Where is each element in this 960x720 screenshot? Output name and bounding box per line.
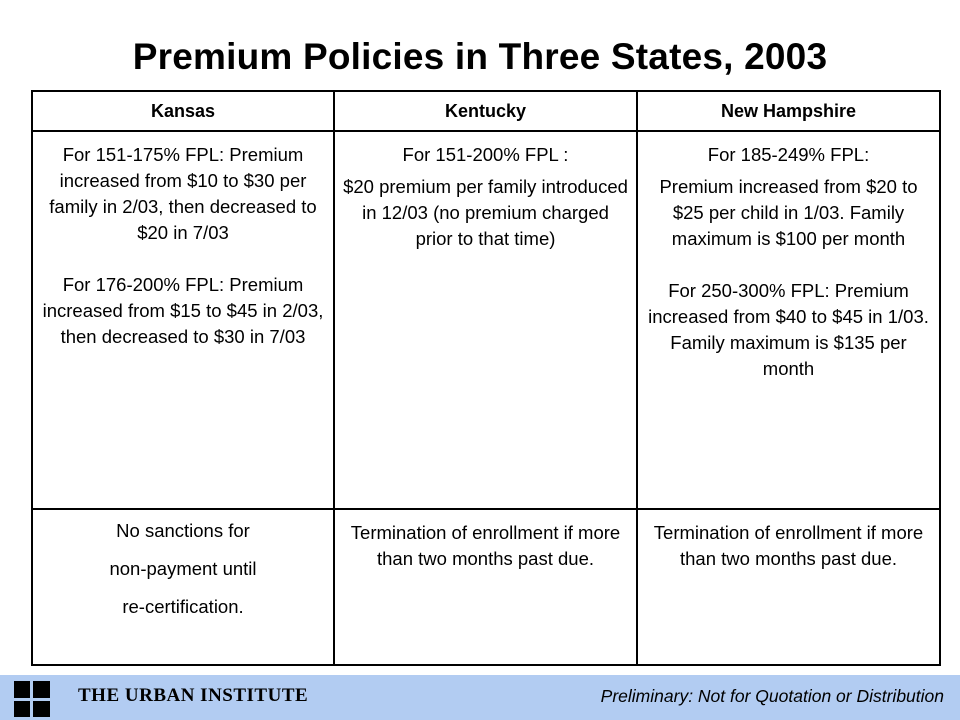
cell-kansas-premiums xyxy=(32,131,334,509)
cell-text: re-certification. xyxy=(122,596,244,617)
cell-kansas-sanctions xyxy=(32,509,334,665)
table-header-row xyxy=(32,91,940,131)
cell-text: Termination of enrollment if more than two months past due. xyxy=(350,522,621,569)
cell-kentucky-sanctions xyxy=(334,509,637,665)
cell-text: Termination of enrollment if more than two months past due. xyxy=(653,522,924,569)
policy-table xyxy=(31,90,941,666)
cell-text: No sanctions for xyxy=(116,520,250,541)
column-header-new-hampshire: New Hampshire xyxy=(637,91,940,131)
page-title: Premium Policies in Three States, 2003 xyxy=(132,36,828,77)
cell-kentucky-premiums xyxy=(334,131,637,509)
distribution-note: Preliminary: Not for Quotation or Distribution xyxy=(600,686,944,706)
footer-bar xyxy=(0,675,960,720)
cell-text: For 185-249% FPL: xyxy=(707,144,870,165)
table-row-sanctions xyxy=(32,509,940,665)
cell-text: Premium increased from $20 to $25 per child in 1/03. Family maximum is $100 per month xyxy=(659,176,918,249)
cell-new-hampshire-sanctions xyxy=(637,509,940,665)
cell-text: For 176-200% FPL: Premium increased from $15 to $45 in 2/03, then decreased to $30 in 7/03 xyxy=(42,274,324,347)
cell-text: For 250-300% FPL: Premium increased from $40 to $45 in 1/03. Family maximum is $135 per month xyxy=(648,280,929,379)
column-header-kentucky: Kentucky xyxy=(334,91,637,131)
cell-new-hampshire-premiums xyxy=(637,131,940,509)
cell-text: For 151-175% FPL: Premium increased from $10 to $30 per family in 2/03, then decreased to $20 in 7/03 xyxy=(49,144,317,243)
urban-institute-logo-icon xyxy=(14,681,50,717)
organization-name: THE URBAN INSTITUTE xyxy=(78,685,309,706)
table-row-premiums xyxy=(32,131,940,509)
cell-text: $20 premium per family introduced in 12/03 (no premium charged prior to that time) xyxy=(343,176,628,249)
cell-text: For 151-200% FPL : xyxy=(402,144,569,165)
column-header-kansas: Kansas xyxy=(32,91,334,131)
cell-text: non-payment until xyxy=(109,558,257,579)
